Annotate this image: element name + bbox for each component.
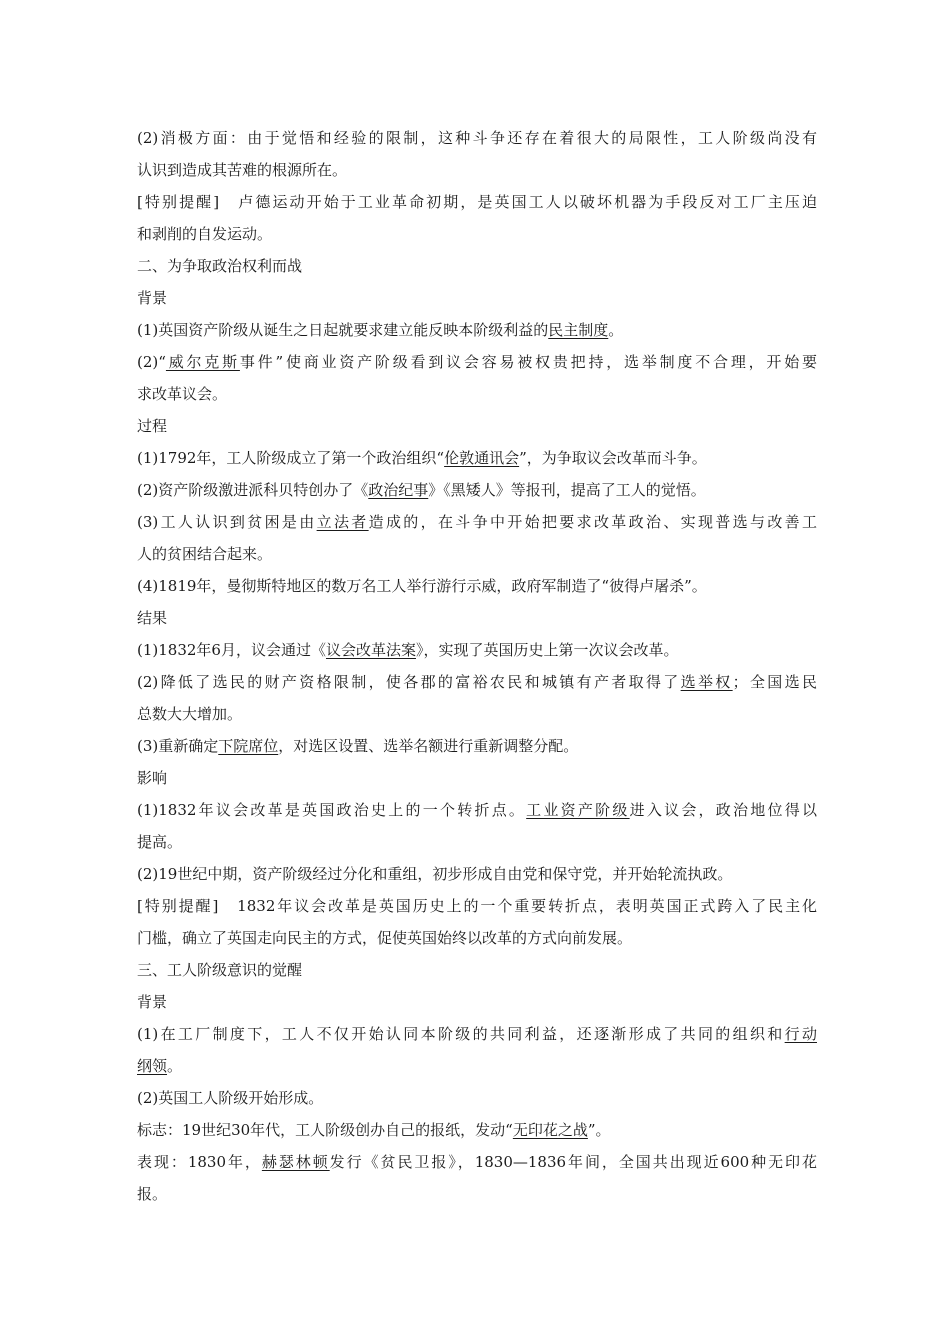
text-segment: (1)1832年6月，议会通过《 <box>137 641 326 659</box>
text-segment: (1)1832年议会改革是英国政治史上的一个转折点。 <box>137 801 527 819</box>
text-segment: 进入议会，政治地位得以 <box>629 801 817 819</box>
text-line <box>137 1114 817 1146</box>
underlined-keyword: 议会改革法案 <box>325 641 416 659</box>
text-line <box>137 122 817 154</box>
text-line <box>137 730 817 762</box>
text-line <box>137 154 817 186</box>
text-line <box>137 506 817 538</box>
text-segment: (3)工人认识到贫困是由 <box>137 513 317 531</box>
underlined-keyword: 赫瑟林顿 <box>261 1153 330 1171</box>
text-line <box>137 282 817 314</box>
text-segment: (1)在工厂制度下，工人不仅开始认同本阶级的共同利益，还逐渐形成了共同的组织和 <box>137 1025 785 1043</box>
underlined-keyword: 选举权 <box>680 673 733 691</box>
text-line <box>137 1082 817 1114</box>
text-line <box>137 986 817 1018</box>
underlined-keyword: 工业资产阶级 <box>526 801 630 819</box>
text-segment: 门槛，确立了英国走向民主的方式，促使英国始终以改革的方式向前发展。 <box>137 929 633 947</box>
text-line <box>137 602 817 634</box>
text-segment: 提高。 <box>137 833 183 851</box>
text-segment: 求改革议会。 <box>137 385 228 403</box>
underlined-keyword: 威尔克斯 <box>165 353 240 371</box>
underlined-keyword: 民主制度 <box>548 321 609 339</box>
text-segment: (2)降低了选民的财产资格限制，使各郡的富裕农民和城镇有产者取得了 <box>137 673 681 691</box>
text-segment: 报。 <box>137 1185 168 1203</box>
text-segment: 和剥削的自发运动。 <box>137 225 273 243</box>
text-segment: 》，实现了英国历史上第一次议会改革。 <box>415 641 679 659</box>
text-segment: (2)19世纪中期，资产阶级经过分化和重组，初步形成自由党和保守党，并开始轮流执政。 <box>137 865 733 883</box>
text-segment: 表现：1830年， <box>137 1153 262 1171</box>
text-line <box>137 826 817 858</box>
text-segment: (3)重新确定 <box>137 737 219 755</box>
text-line <box>137 1018 817 1050</box>
text-segment: 人的贫困结合起来。 <box>137 545 273 563</box>
text-line <box>137 922 817 954</box>
text-line <box>137 250 817 282</box>
underlined-keyword: 伦敦通讯会 <box>444 449 520 467</box>
text-line <box>137 410 817 442</box>
text-segment: ，对选区设置、选举名额进行重新调整分配。 <box>278 737 579 755</box>
text-segment: [特别提醒] 1832年议会改革是英国历史上的一个重要转折点，表明英国正式跨入了民主化 <box>137 897 817 915</box>
text-segment: 二、为争取政治权利而战 <box>137 257 303 275</box>
text-line <box>137 1178 817 1210</box>
text-segment: 标志：19世纪30年代，工人阶级创办自己的报纸，发动“ <box>137 1121 513 1139</box>
text-line <box>137 794 817 826</box>
text-segment: (2)消极方面：由于觉悟和经验的限制，这种斗争还存在着很大的局限性，工人阶级尚没有 <box>137 129 817 147</box>
text-line <box>137 346 817 378</box>
text-segment: 背景 <box>137 993 168 1011</box>
text-line <box>137 538 817 570</box>
text-segment: 三、工人阶级意识的觉醒 <box>137 961 303 979</box>
text-segment: (2)英国工人阶级开始形成。 <box>137 1089 324 1107</box>
text-line <box>137 858 817 890</box>
text-segment: 事件”使商业资产阶级看到议会容易被权贵把持，选举制度不合理，开始要 <box>239 353 817 371</box>
text-segment: 结果 <box>137 609 168 627</box>
underlined-keyword: 纲领 <box>137 1057 168 1075</box>
text-segment: 总数大大增加。 <box>137 705 243 723</box>
underlined-keyword: 下院席位 <box>218 737 279 755</box>
underlined-keyword: 立法者 <box>316 513 369 531</box>
text-segment: (2)“ <box>137 353 166 371</box>
text-segment: (1)1792年，工人阶级成立了第一个政治组织“ <box>137 449 445 467</box>
text-line <box>137 1146 817 1178</box>
text-segment: 认识到造成其苦难的根源所在。 <box>137 161 348 179</box>
text-segment: 》《黑矮人》等报刊，提高了工人的觉悟。 <box>428 481 706 499</box>
text-segment: 发行《贫民卫报》，1830—1836年间，全国共出现近600种无印花 <box>329 1153 817 1171</box>
text-line <box>137 378 817 410</box>
text-segment: 过程 <box>137 417 168 435</box>
underlined-keyword: 行动 <box>784 1025 817 1043</box>
text-line <box>137 218 817 250</box>
text-line <box>137 442 817 474</box>
text-line <box>137 314 817 346</box>
text-segment: (4)1819年，曼彻斯特地区的数万名工人举行游行示威，政府军制造了“彼得卢屠杀”。 <box>137 577 707 595</box>
text-line <box>137 954 817 986</box>
text-segment: (1)英国资产阶级从诞生之日起就要求建立能反映本阶级利益的 <box>137 321 549 339</box>
text-line <box>137 890 817 922</box>
text-segment: [特别提醒] 卢德运动开始于工业革命初期，是英国工人以破坏机器为手段反对工厂主压迫 <box>137 193 817 211</box>
text-segment: 造成的，在斗争中开始把要求改革政治、实现普选与改善工 <box>368 513 817 531</box>
text-line <box>137 666 817 698</box>
text-segment: 背景 <box>137 289 168 307</box>
text-line <box>137 570 817 602</box>
text-segment: ；全国选民 <box>732 673 817 691</box>
text-line <box>137 186 817 218</box>
text-segment: 。 <box>167 1057 183 1075</box>
text-segment: 。 <box>608 321 624 339</box>
text-line <box>137 634 817 666</box>
text-line <box>137 1050 817 1082</box>
text-line <box>137 762 817 794</box>
text-line <box>137 698 817 730</box>
underlined-keyword: 无印花之战 <box>512 1121 588 1139</box>
text-segment: (2)资产阶级激进派科贝特创办了《 <box>137 481 369 499</box>
underlined-keyword: 政治纪事 <box>368 481 429 499</box>
text-segment: ”，为争取议会改革而斗争。 <box>519 449 707 467</box>
text-segment: 影响 <box>137 769 168 787</box>
text-line <box>137 474 817 506</box>
text-segment: ”。 <box>587 1121 611 1139</box>
document-body <box>137 122 817 1210</box>
